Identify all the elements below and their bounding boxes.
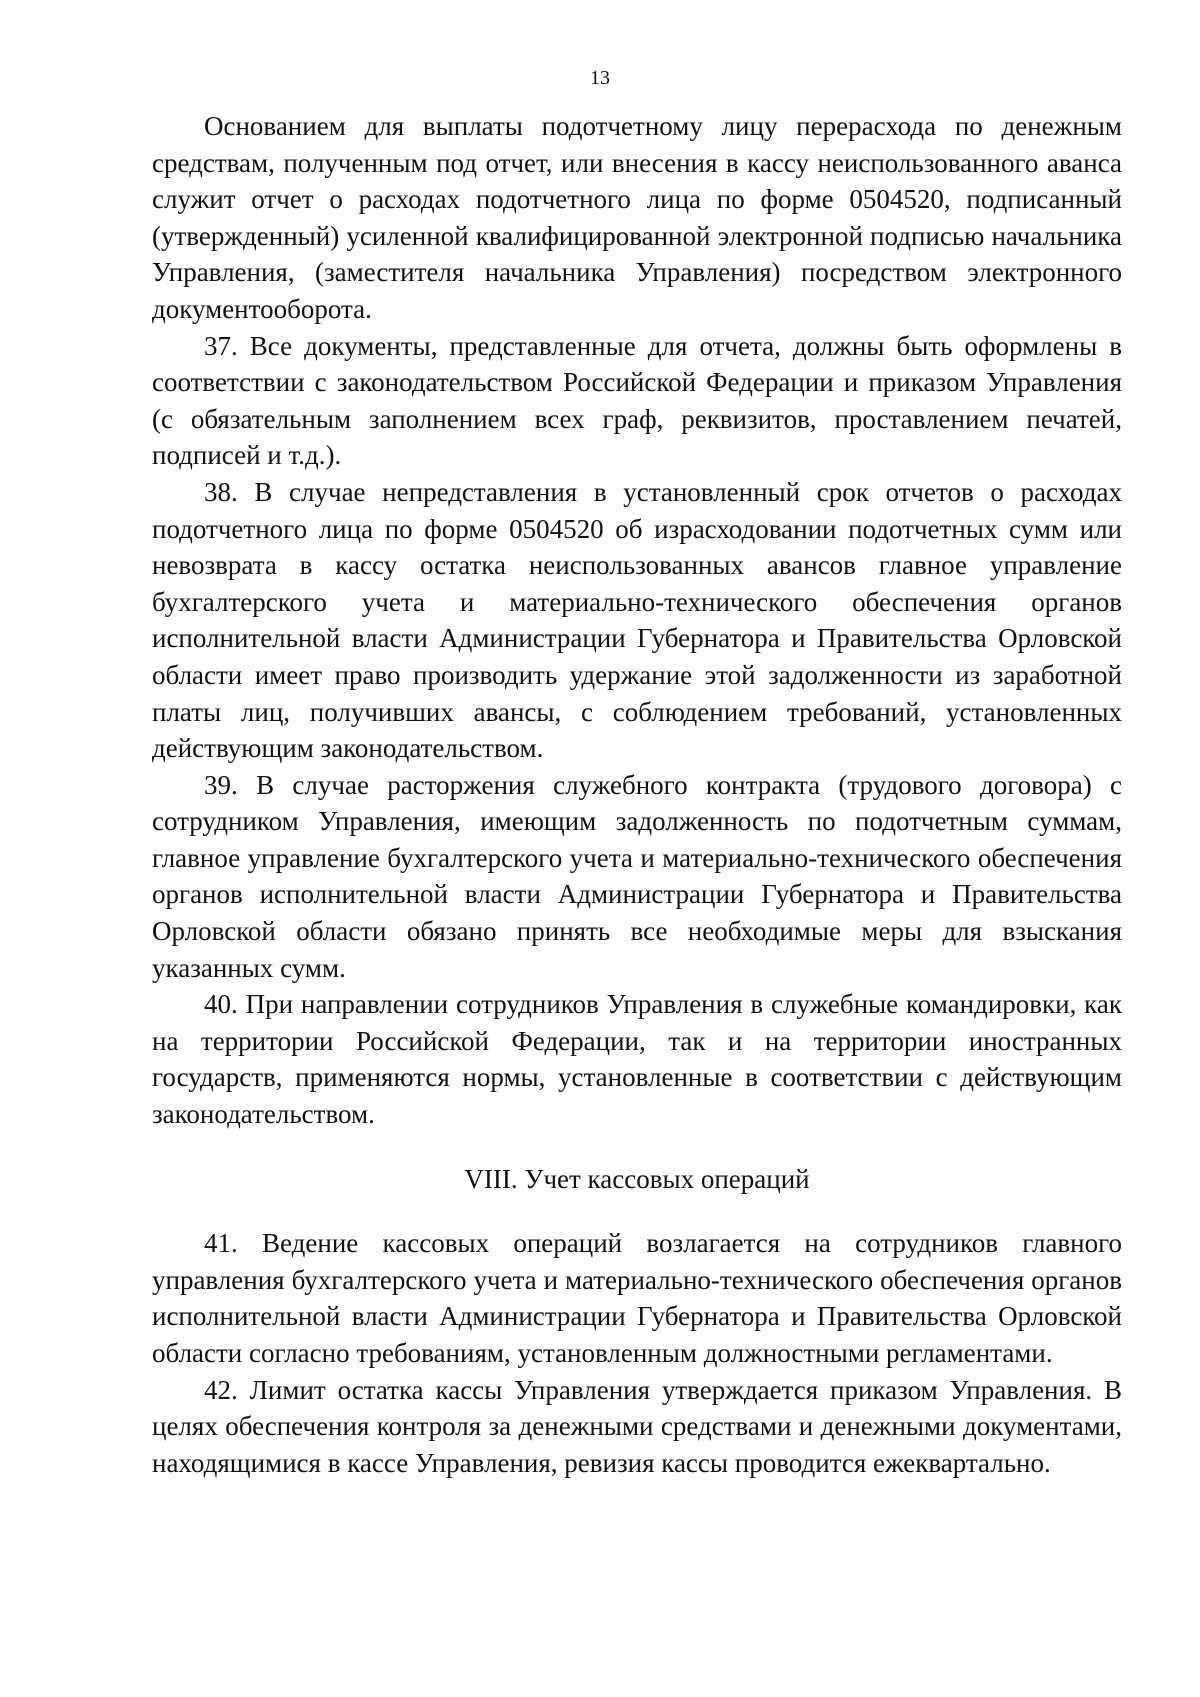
paragraph-38: 38. В случае непредставления в установленный срок отчетов о расходах подотчетного лица по форме 0504520 об израсходовании подотчетных сумм или невозврата в кассу остатка неиспользованных авансов главное управление бухгалтерского учета и материально-технического обеспечения органов исполнительной власти Администрации Губернатора и Правительства Орловской области имеет право производить удержание этой задолженности из заработной платы лиц, получивших авансы, с соблюдением требований, установленных действующим законодательством.: [152, 476, 1122, 764]
paragraph-cash-advance-basis: Основанием для выплаты подотчетному лицу перерасхода по денежным средствам, полученным под отчет, или внесения в кассу неиспользованного аванса служит отчет о расходах подотчетного лица по форме 0504520, подписанный (утвержденный) усиленной квалифицированной электронной подписью начальника Управления, (заместителя начальника Управления) посредством электронного документооборота.: [152, 111, 1122, 324]
page-number: 13: [590, 67, 610, 89]
paragraph-41: 41. Ведение кассовых операций возлагается на сотрудников главного управления бухгалтерского учета и материально-технического обеспечения органов исполнительной власти Администрации Губернатора и Правительства Орловской области согласно требованиям, установленным должностными регламентами.: [152, 1228, 1122, 1368]
paragraph-39: 39. В случае расторжения служебного контракта (трудового договора) с сотрудником Управления, имеющим задолженность по подотчетным суммам, главное управление бухгалтерского учета и материально-технического обеспечения органов исполнительной власти Администрации Губернатора и Правительства Орловской области обязано принять все необходимые меры для взыскания указанных сумм.: [152, 769, 1122, 983]
paragraph-42: 42. Лимит остатка кассы Управления утверждается приказом Управления. В целях обеспечения контроля за денежными средствами и денежными документами, находящимися в кассе Управления, ревизия кассы проводится ежеквартально.: [152, 1374, 1122, 1478]
paragraph-37: 37. Все документы, представленные для отчета, должны быть оформлены в соответствии с законодательством Российской Федерации и приказом Управления (с обязательным заполнением всех граф, реквизитов, проставлением печатей, подписей и т.д.).: [152, 330, 1122, 471]
document-body: [152, 108, 1122, 1481]
paragraph-40: 40. При направлении сотрудников Управления в служебные командировки, как на территории Российской Федерации, так и на территории иностранных государств, применяются нормы, установленные в соответствии с действующим законодательством.: [152, 989, 1122, 1130]
section-heading: VIII. Учет кассовых операций: [464, 1163, 810, 1194]
